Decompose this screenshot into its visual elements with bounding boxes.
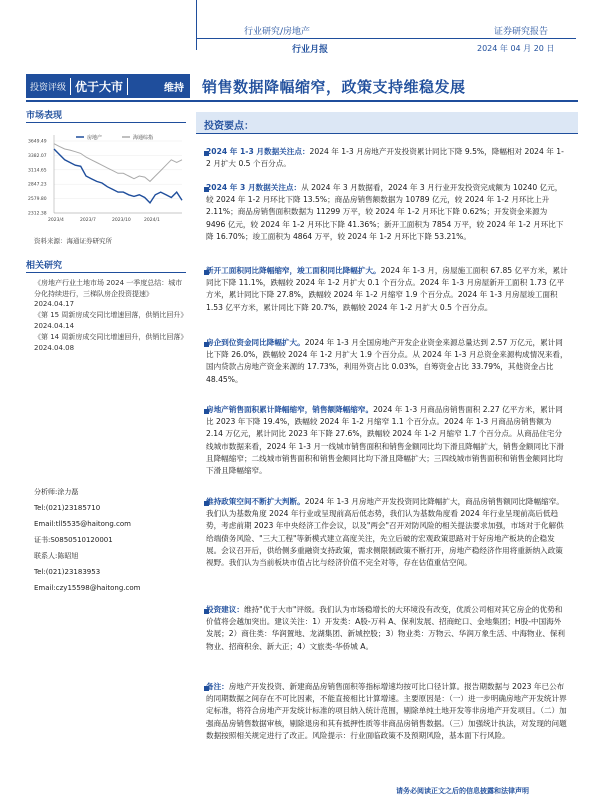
related-item[interactable]: 《第 14 周新房成交同比增速回升，供销比回落》2024.04.08 [34, 333, 184, 352]
title-underline [26, 100, 578, 102]
related-item[interactable]: 《房地产行业土地市场 2024 一季度总结：城市分化持续进行，三梯队房企投资提速》2024.04.17 [34, 279, 183, 308]
contact-tel: Tel:(021)23183953 [34, 568, 101, 576]
rating-label: 投资评级 [30, 82, 67, 93]
analyst-tel: Tel:(021)23185710 [34, 504, 101, 512]
rating-maintain: 维持 [164, 82, 184, 94]
x-tick-label: 2024/1 [144, 218, 160, 223]
para-body: 2024 年 1-3 月房地产开发投资累计同比下降 9.5%，降幅相对 2024 年 1-2 月扩大 0.5 个百分点。 [206, 147, 564, 169]
para-body: 2024 年 1-3 月房地产开发投资同比降幅扩大，商品房销售额同比降幅缩窄。我们认为基数角度 2024 年行业或呈现前高后低态势，我们认为基数角度看 2024 年行业呈现前高后低趋势，考虑前期 2023 年中央经济工作会议，以及"两会"召开对防风险的相关提法要求加强，市场对于化解供给端债务风险、"三大工程"等新模式建立高度关注，先立后破的宏观政策思路对于好房地产板块的企稳发展。会议召开后，供给侧多重融资支持政策，需求侧限制政策不断打开，房地产稳经济作用将重新纳入政策视野。我们认为当前板块市值占比与经济价值不完全对等，存在估值重估空间。 [206, 497, 564, 568]
footer-disclaimer[interactable]: 请务必阅读正文之后的信息披露和法律声明 [396, 787, 529, 795]
x-tick-label: 2023/10 [112, 218, 131, 223]
y-tick-label: 2312.38 [28, 211, 47, 217]
report-date: 2024 年 04 月 20 日 [477, 44, 555, 53]
para-head: 维持政策空间不断扩大判断。 [206, 497, 305, 506]
para-head: 投资建议： [206, 605, 244, 614]
market-section-title: 市场表现 [26, 111, 63, 121]
key-points-title: 投资要点： [204, 121, 254, 132]
y-tick-label: 3649.49 [28, 139, 47, 145]
paragraph-8 [206, 681, 568, 742]
para-body: 2024 年 1-3 月全国房地产开发企业资金来源总量达到 2.57 万亿元，累计同比下降 26.0%，跌幅较 2024 年 1-2 月扩大 1.9 个百分点。从 2024 年 1-3 月总资金来源构成情况来看，国内贷款占房地产资金来源的 17.73%，利用外资占比 0.03%，自筹资金占比 33.79%，其他资金占比 48.45%。 [206, 338, 568, 384]
market-chart [26, 127, 186, 225]
paragraph-7 [206, 604, 568, 653]
header-divider [196, 0, 197, 50]
report-category: 行业研究/房地产 [244, 27, 311, 37]
series-line-index [54, 144, 182, 182]
paragraph-1 [206, 146, 568, 170]
related-item[interactable]: 《第 15 周新房成交同比增速回落，供销比回升》2024.04.14 [34, 311, 184, 330]
report-title: 销售数据降幅缩窄，政策支持维稳发展 [202, 78, 466, 96]
x-tick-label: 2023/4 [48, 218, 64, 223]
para-head: 房地产销售面积累计降幅缩窄，销售额降幅缩窄。 [206, 405, 374, 414]
analyst-email[interactable]: Email:tll5535@haitong.com [34, 520, 131, 528]
paragraph-2 [206, 182, 568, 243]
y-tick-label: 3382.07 [28, 153, 47, 159]
para-head: 新开工面积同比降幅缩窄，竣工面积同比降幅扩大。 [206, 266, 381, 275]
y-tick-label: 3114.65 [28, 168, 47, 174]
paragraph-6 [206, 496, 568, 569]
contact-email[interactable]: Email:czy15598@haitong.com [34, 584, 141, 592]
para-head: 备注： [206, 682, 229, 691]
report-type: 证券研究报告 [494, 27, 549, 37]
rating-value: 优于大市 [70, 78, 128, 95]
header-rule [196, 38, 576, 39]
y-tick-label: 2579.80 [28, 197, 47, 203]
x-tick-label: 2023/7 [80, 218, 96, 223]
contact-name: 联系人:陈昭旭 [34, 552, 79, 560]
paragraph-3 [206, 265, 568, 314]
legend-label-b: 海通综指 [133, 135, 154, 141]
para-head: 2024 年 1-3 月数据关注点： [206, 147, 310, 156]
para-body: 维持"优于大市"评级。我们认为市场稳增长的大环境没有改变，优质公司相对其它房企的优势和价值将会越加突出。建议关注：1）开发类：A股-万科 A、保利发展、招商蛇口、金地集团；H股-中国海外发展；2）商住类：华润置地、龙湖集团、新城控股；3）物业类：万物云、华润万象生活、中海物业、保利物业、招商积余、新大正；4）文旅类-华侨城 A。 [206, 605, 565, 651]
para-head: 房企到位资金同比降幅扩大。 [206, 338, 305, 347]
related-section-title: 相关研究 [26, 261, 63, 271]
series-line-realestate [54, 149, 182, 203]
paragraph-5 [206, 404, 568, 477]
para-body: 2024 年 1-3 月，房屋施工面积 67.85 亿平方米，累计同比下降 11.1%，跌幅较 2024 年 1-2 月扩大 0.1 个百分点。2024 年 1-3 月房屋新开工面积 1.73 亿平方米，累计同比下降 27.8%，跌幅较 2024 年 1-2 月缩窄 1.9 个百分点。2024 年 1-3 月房屋竣工面积 1.53 亿平方米，累计同比下降 20.7%，跌幅较 2024 年 1-2 月扩大 0.5 个百分点。 [206, 266, 568, 312]
para-head: 2024 年 3 月数据关注点： [206, 183, 302, 192]
key-points-header [196, 112, 578, 134]
y-tick-label: 2847.23 [28, 182, 47, 188]
para-body: 房地产开发投资、新建商品房销售面积等指标增速均按可比口径计算。报告期数据与 2023 年已公布的同期数据之间存在不可比因素，不能直接相比计算增速。主要原因是：（一）进一步明确房地产开发统计界定标准，将符合房地产开发统计标准的项目纳入统计范围，剔除单纯土地开发等非房地产开发项目。（二）加强商品房销售数据审核，剔除退房和其有抵押性质等非商品房销售数据。（三）加强统计执法，对发现的问题数据按照相关规定进行了改正。风险提示：行业面临政策不及预期风险，基本面下行风险。 [206, 682, 567, 740]
analyst-cert: 证书:S0850510120001 [34, 536, 113, 544]
legend-label-a: 房地产 [87, 135, 103, 141]
chart-source: 资料来源：海通证券研究所 [34, 237, 112, 245]
analyst-name: 分析师:涂力磊 [34, 488, 79, 496]
report-subtitle: 行业月报 [292, 45, 329, 55]
rating-band [26, 74, 190, 98]
related-section-rule [26, 272, 186, 273]
paragraph-4 [206, 337, 568, 386]
market-section-rule [26, 122, 186, 123]
para-body: 2024 年 1-3 月商品房销售面积 2.27 亿平方米，累计同比 2023 年下降 19.4%，跌幅较 2024 年 1-2 月缩窄 1.1 个百分点。2024 年 1-3 月商品房销售额为 2.14 万亿元，累计同比 2023 年下降 27.6%，跌幅较 2024 年 1-2 月缩窄 1.7 个百分点。从商品住宅分线城市数据来看，2024 年 1-3 月一线城市销售面积和销售金额同比均下滑且降幅扩大，销售金额同比下滑且降幅缩窄；二线城市销售面积和销售金额同比均下滑且降幅扩大；三四线城市销售面积和销售金额同比均下滑且降幅缩窄。 [206, 405, 564, 476]
para-body: 从 2024 年 3 月数据看，2024 年 3 月行业开发投资完成额为 10240 亿元，较 2024 年 1-2 月环比下降 13.5%；商品房销售额数据为 10789 亿元，较 2024 年 1-2 月环比上升 2.11%；商品房销售面积数据为 11299 万平，较 2024 年 1-2 月环比下降 0.62%；开发资金来源为 9496 亿元，较 2024 年 1-2 月环比下降 41.36%；新开工面积为 7854 万平，较 2024 年 1-2 月环比下降 16.70%；竣工面积为 4864 万平，较 2024 年 1-2 月环比下降 53.21%。 [206, 183, 564, 241]
